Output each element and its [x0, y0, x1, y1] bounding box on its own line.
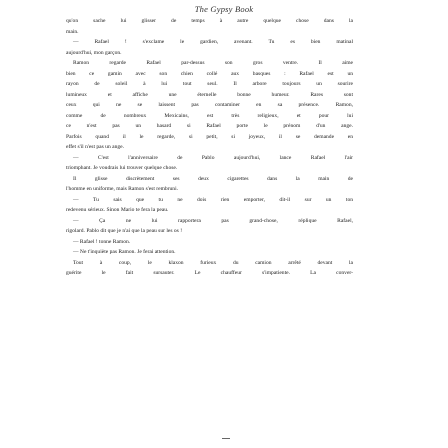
text-line: rigolard. Pablo dit que je n'ai que la peau sur les os !	[66, 228, 183, 234]
text-line: Ramon regarde Rafael par-dessus son gros ventre. Il aime	[73, 60, 353, 66]
text-line: bien ce gamin avec son chien collé aux basques : Rafael est un	[66, 70, 353, 77]
body-text	[66, 16, 353, 279]
text-line: Tout à coup, le klaxon furieux du camion arrêté devant la	[73, 259, 353, 266]
text-line: aujourd'hui, mon garçon.	[66, 49, 122, 56]
text-line: ce n'est pas un hasard si Rafael porte le prénom d'un ange.	[66, 123, 353, 129]
text-line: rayon de soleil à lui tout seul. Il arbore toujours un sourire	[66, 81, 353, 87]
text-line: main.	[66, 28, 79, 35]
text-line: triomphant. Je voudrais lui trouver quelque chose.	[66, 165, 178, 171]
text-line: — Ne t'inquiète pas Ramon. Je ferai attention.	[73, 249, 176, 255]
text-line: l'homme en uniforme, mais Ramon s'est rembruni.	[66, 186, 178, 192]
text-line: ceux qui ne se laissent pas contaminer en sa présence. Ramon,	[66, 102, 353, 108]
text-line: — C'est l'anniversaire de Pablo aujourd'hui, lance Rafael l'air	[73, 154, 353, 161]
text-line: Il glisse discrètement ses deux cigarettes dans la main de	[73, 175, 353, 182]
text-line: comme de nombreux Mexicains, est très religieux, et pour lui	[66, 112, 353, 119]
text-line: — Tu sais que tu ne dois rien emporter, dit-il sur un ton	[73, 196, 353, 203]
text-line: guérite le fait sursauter. Le chauffeur s'impatiente. La conver-	[66, 270, 353, 276]
text-line: qu'on sache lui glisser de temps à autre quelque chose dans la	[66, 18, 353, 24]
text-line: — Rafael ! tonne Ramon.	[73, 238, 131, 245]
page-folio-mark	[222, 438, 230, 439]
text-line: — Ça ne lui rapportera pas grand-chose, réplique Rafael,	[73, 217, 353, 224]
text-line: redevenu sérieux. Sinon Mario te fera la peau.	[66, 207, 169, 213]
text-line: Parfois quand il le regarde, si petit, si joyeux, il se demande en	[66, 133, 353, 140]
text-line: effet s'il n'est pas un ange.	[66, 144, 124, 150]
running-header: The Gypsy Book	[194, 4, 254, 14]
text-line: lumineux et affiche une éternelle bonne humeur. Rares sont	[66, 91, 353, 98]
text-line: — Rafael ! s'exclame le gardien, avenant. Tu es bien matinal	[73, 39, 353, 45]
